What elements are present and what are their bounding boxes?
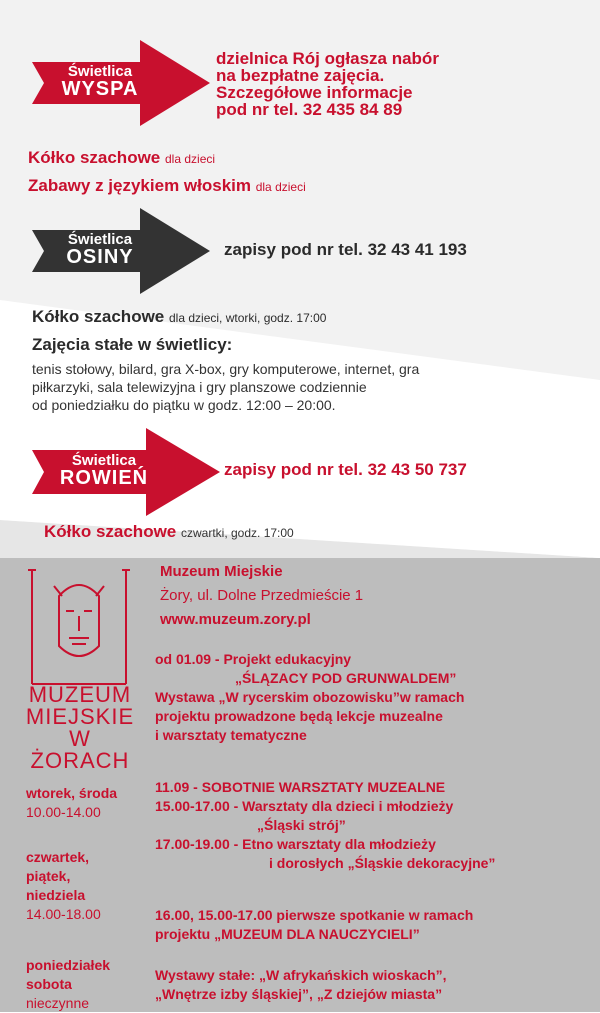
activity-name: Kółko szachowe [28,148,161,167]
osiny-label-2: OSINY [66,246,134,268]
hours-time: nieczynne [26,995,90,1011]
wyspa-announcement [216,50,439,118]
activity-detail: dla dzieci [255,180,306,194]
wyspa-label-1: Świetlica [67,63,133,80]
museum-address: Żory, ul. Dolne Przedmieście 1 [160,587,364,604]
rowien-phone: zapisy pod nr tel. 32 43 50 737 [224,460,467,479]
museum-logo-icon [24,566,134,686]
event-line: od 01.09 - Projekt edukacyjny [155,651,352,667]
wyspa-label-2: WYSPA [61,78,139,100]
regular-line: piłkarzyki, sala telewizyjna i gry planszowe codziennie [32,379,367,395]
hours-days: wtorek, środa [26,785,118,801]
activity-name: Zabawy z językiem włoskim [28,176,251,195]
event-line: 16.00, 15.00-17.00 pierwsze spotkanie w ramach [155,907,474,923]
event-line: i warsztaty tematyczne [155,727,307,743]
logo-line: W ŻORACH [30,726,130,773]
rowien-label-1: Świetlica [71,452,137,469]
hours-time: 14.00-18.00 [26,906,101,922]
wyspa-label [40,64,160,99]
osiny-regular-list [32,360,419,414]
event-line: projektu prowadzone będą lekcje muzealne [155,708,443,724]
event-line: Wystawy stałe: „W afrykańskich wioskach”, [155,967,447,983]
osiny-phone: zapisy pod nr tel. 32 43 41 193 [224,240,467,259]
event-line: projektu „MUZEUM DLA NAUCZYCIELI” [155,926,420,942]
events-block-1 [155,650,464,745]
event-line: Wystawa „W rycerskim obozowisku”w ramach [155,689,465,705]
event-line: „Śląski strój” [257,817,346,833]
event-line: „ŚLĄZACY POD GRUNWALDEM” [235,670,457,686]
regular-line: od poniedziałku do piątku w godz. 12:00 – 20:00. [32,397,336,413]
osiny-label-1: Świetlica [67,231,133,248]
logo-line: MUZEUM [28,682,132,707]
event-line: „Wnętrze izby śląskiej”, „Z dziejów miasta” [155,986,443,1002]
rowien-label-2: ROWIEŃ [59,467,149,489]
wyspa-activity-2 [28,176,306,196]
hours-3 [26,956,110,1013]
events-block-4 [155,966,447,1004]
hours-days: poniedziałek [26,957,111,973]
activity-name: Kółko szachowe [32,307,165,326]
hours-days: piątek, [26,868,71,884]
museum-name: Muzeum Miejskie [160,563,283,580]
museum-website[interactable]: www.muzeum.zory.pl [160,611,311,628]
hours-time: 10.00-14.00 [26,804,101,820]
hours-2 [26,848,101,924]
regular-line: tenis stołowy, bilard, gra X-box, gry komputerowe, internet, gra [32,361,420,377]
hours-days: sobota [26,976,72,992]
logo-line: MIEJSKIE [25,704,135,729]
hours-days: czwartek, [26,849,90,865]
activity-detail: czwartki, godz. 17:00 [181,526,294,540]
osiny-label [40,232,160,267]
osiny-activity [32,307,326,327]
event-line: 11.09 - SOBOTNIE WARSZTATY MUZEALNE [155,779,446,795]
events-block-2 [155,778,495,873]
events-block-3 [155,906,473,944]
rowien-label [42,453,166,488]
hours-days: niedziela [26,887,86,903]
activity-detail: dla dzieci [165,152,216,166]
hours-1 [26,784,117,822]
event-line: 15.00-17.00 - Warsztaty dla dzieci i młodzieży [155,798,454,814]
wyspa-activity-1 [28,148,215,168]
museum-section [0,558,600,1012]
museum-logo-text [22,684,138,772]
activity-name: Kółko szachowe [44,522,177,541]
osiny-regular-title: Zajęcia stałe w świetlicy: [32,335,233,354]
event-line: 17.00-19.00 - Etno warsztaty dla młodzieży [155,836,436,852]
announce-line: pod nr tel. 32 435 84 89 [216,100,403,119]
activity-detail: dla dzieci, wtorki, godz. 17:00 [169,311,327,325]
announce-line: na bezpłatne zajęcia. [216,66,385,85]
event-line: i dorosłych „Śląskie dekoracyjne” [269,855,496,871]
announce-line: Szczegółowe informacje [216,83,413,102]
announce-line: dzielnica Rój ogłasza nabór [216,49,439,68]
rowien-activity [44,522,294,542]
